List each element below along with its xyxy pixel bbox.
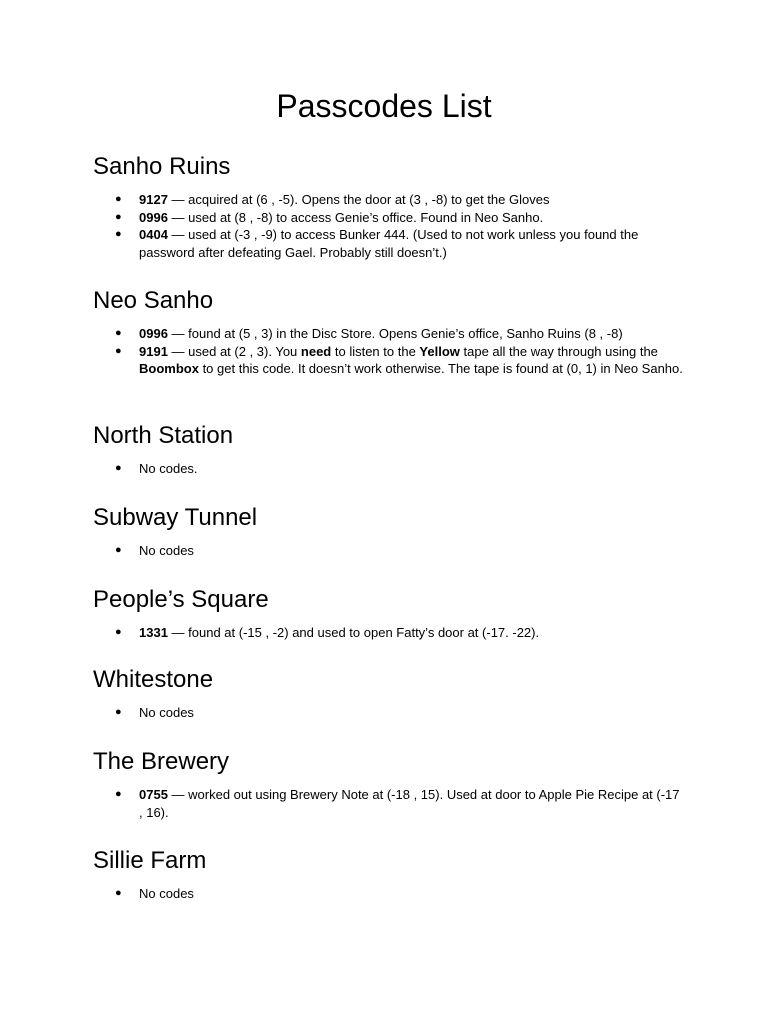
bullet-icon: ●	[115, 626, 122, 638]
section-peoples-square	[93, 585, 683, 642]
list-item	[93, 226, 683, 261]
passcode-description: tape all the way through using the	[459, 343, 658, 359]
section-heading: Sanho Ruins	[93, 153, 231, 180]
passcode-description: — used at (-3 , -9) to access Bunker 444. (Used to not work unless you found the password after defeating Gael. Probably still doesn’t.)	[139, 227, 639, 260]
bullet-icon: ●	[115, 327, 122, 339]
section-heading: Whitestone	[93, 666, 214, 693]
section-heading: Sillie Farm	[93, 847, 207, 874]
code-list	[93, 624, 683, 642]
bullet-icon: ●	[115, 544, 122, 556]
passcode-description: No codes.	[139, 461, 198, 476]
passcode-description: — found at (-15 , -2) and used to open Fatty’s door at (-17. -22).	[167, 625, 540, 640]
passcode-description: No codes	[139, 886, 194, 901]
emphasis-need: need	[300, 343, 332, 359]
bullet-icon: ●	[115, 193, 122, 205]
page-title: Passcodes List	[276, 88, 492, 124]
section-whitestone	[93, 665, 683, 722]
bullet-icon: ●	[115, 887, 122, 899]
section-neo-sanho	[93, 286, 683, 378]
bullet-icon: ●	[115, 462, 122, 474]
list-item	[93, 191, 683, 209]
passcode-description: to listen to the	[331, 343, 420, 359]
section-heading: North Station	[93, 422, 234, 449]
section-north-station	[93, 421, 683, 478]
passcode: 9127	[139, 192, 168, 207]
list-item	[93, 343, 683, 378]
passcode-description: — found at (5 , 3) in the Disc Store. Opens Genie’s office, Sanho Ruins (8 , -8)	[167, 326, 623, 341]
passcode: 0755	[139, 787, 168, 802]
bullet-icon: ●	[115, 228, 122, 240]
passcode: 0996	[139, 326, 168, 341]
passcode: 0996	[139, 209, 168, 225]
code-list	[93, 325, 683, 378]
list-item	[93, 460, 683, 478]
list-item	[93, 885, 683, 903]
bullet-icon: ●	[115, 344, 122, 357]
section-sillie-farm	[93, 846, 683, 903]
passcode-description: No codes	[139, 543, 194, 558]
list-item	[93, 704, 683, 722]
code-list	[93, 191, 683, 261]
code-list	[93, 542, 683, 560]
section-heading: Subway Tunnel	[93, 504, 258, 531]
list-item	[93, 542, 683, 560]
list-item	[93, 325, 683, 343]
passcode-description: — used at (8 , -8) to access Genie’s office. Found in Neo Sanho.	[167, 209, 544, 225]
emphasis-yellow: Yellow	[419, 343, 460, 359]
passcode-description: — acquired at (6 , -5). Opens the door at (3 , -8) to get the Gloves	[167, 192, 550, 207]
section-sanho-ruins	[93, 152, 683, 261]
passcode: 1331	[139, 625, 168, 640]
code-list	[93, 704, 683, 722]
emphasis-boombox: Boombox	[139, 361, 199, 376]
code-list	[93, 885, 683, 903]
passcode-description: — worked out using Brewery Note at (-18 , 15). Used at door to Apple Pie Recipe at (-17 , 16).	[139, 787, 680, 820]
code-list	[93, 460, 683, 478]
passcode: 0404	[139, 227, 168, 242]
bullet-icon: ●	[115, 210, 122, 223]
passcode-description: No codes	[139, 705, 194, 720]
code-list	[93, 786, 683, 821]
section-heading: The Brewery	[93, 748, 230, 775]
section-heading: People’s Square	[93, 586, 269, 613]
bullet-icon: ●	[115, 788, 122, 800]
passcode: 9191	[139, 343, 168, 359]
list-item	[93, 786, 683, 821]
section-the-brewery	[93, 747, 683, 821]
passcode-description: to get this code. It doesn’t work otherwise. The tape is found at (0, 1) in Neo Sanho.	[198, 361, 683, 376]
passcode-description: — used at (2 , 3). You	[167, 343, 301, 359]
section-heading: Neo Sanho	[93, 287, 214, 314]
bullet-icon: ●	[115, 706, 122, 718]
list-item	[93, 209, 683, 227]
section-subway-tunnel	[93, 503, 683, 560]
list-item	[93, 624, 683, 642]
